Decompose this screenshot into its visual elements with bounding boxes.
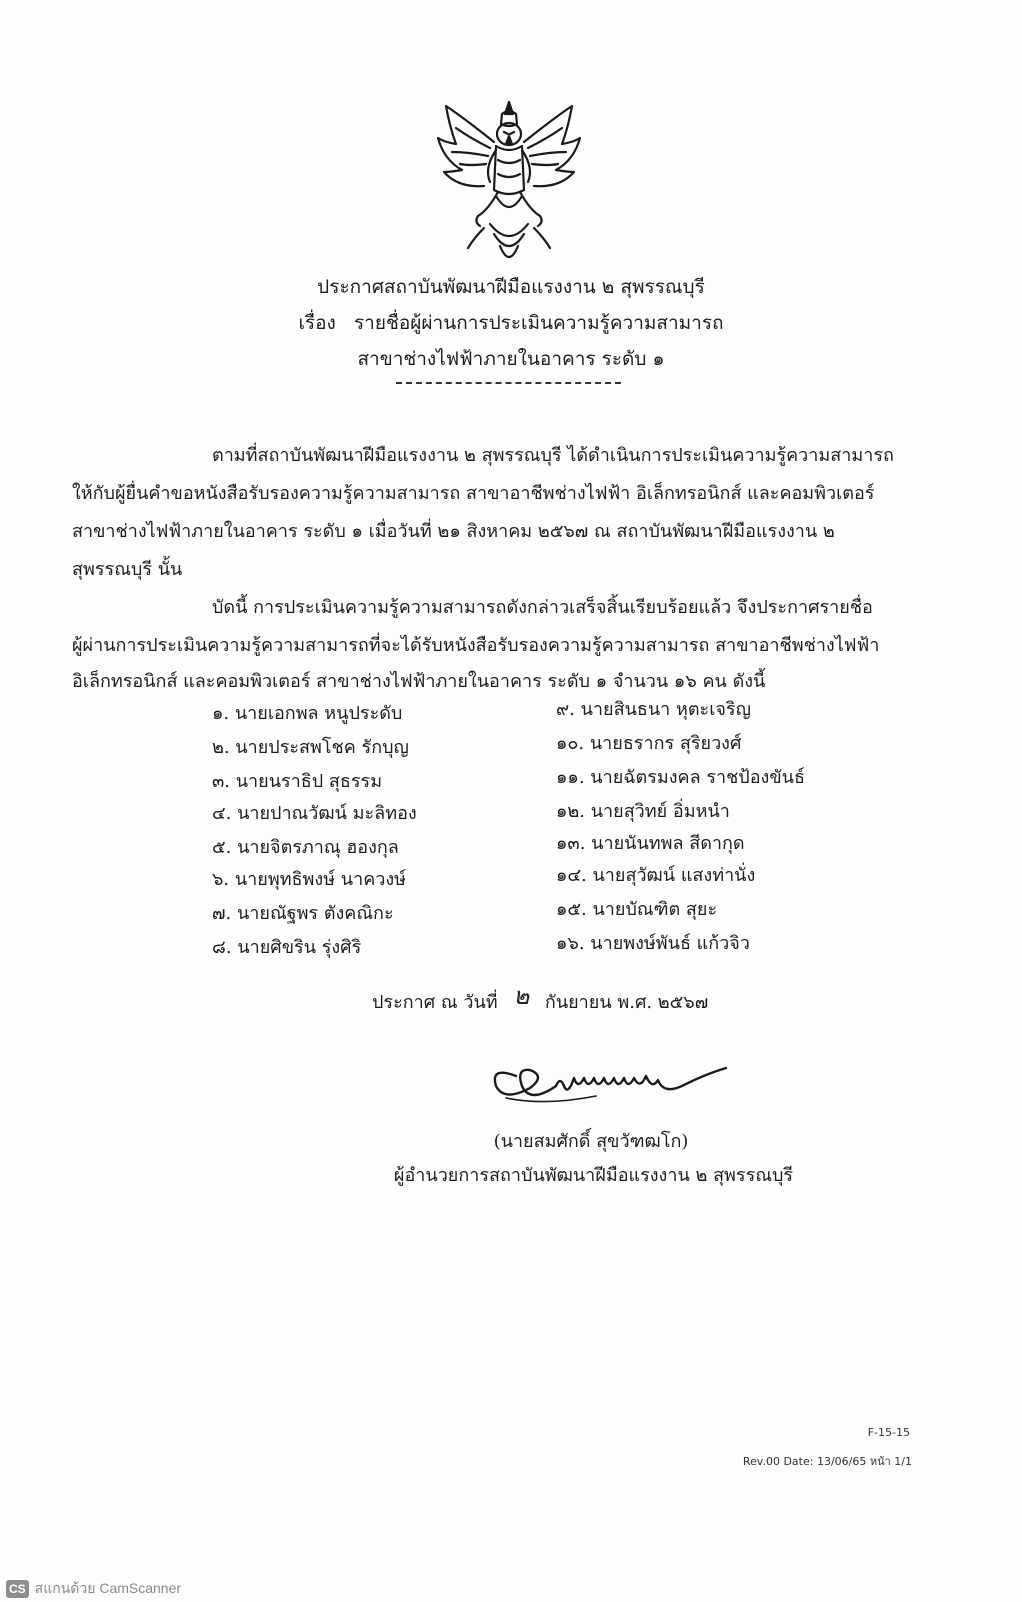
list-item: ๓. นายนราธิป สุธรรม — [212, 771, 383, 792]
garuda-emblem-icon — [434, 98, 584, 270]
subject-subtitle: สาขาช่างไฟฟ้าภายในอาคาร ระดับ ๑ — [357, 348, 665, 370]
paragraph-line: อิเล็กทรอนิกส์ และคอมพิวเตอร์ สาขาช่างไฟฟ้าภายในอาคาร ระดับ ๑ จำนวน ๑๖ คน ดังนี้ — [72, 671, 766, 692]
scanner-watermark — [6, 1578, 181, 1600]
list-item: ๑๕. นายบัณฑิต สุยะ — [556, 899, 718, 920]
list-item: ๑๖. นายพงษ์พันธ์ แก้วจิว — [556, 933, 750, 954]
paragraph-line: ผู้ผ่านการประเมินความรู้ความสามารถที่จะได้รับหนังสือรับรองความรู้ความสามารถ สาขาอาชีพช่างไฟฟ้า — [72, 635, 880, 656]
subject-text: รายชื่อผู้ผ่านการประเมินความรู้ความสามารถ — [353, 312, 724, 334]
signer-name: (นายสมศักดิ์ สุขวัฑฒโก) — [493, 1131, 689, 1152]
list-item: ๑๐. นายธรากร สุริยวงศ์ — [556, 733, 742, 754]
revision-info: Rev.00 Date: 13/06/65 หน้า 1/1 — [742, 1455, 912, 1468]
camscanner-logo-icon: CS — [6, 1580, 29, 1598]
announcement-title: ประกาศสถาบันพัฒนาฝีมือแรงงาน ๒ สุพรรณบุรี — [317, 276, 705, 298]
list-item: ๒. นายประสพโชค รักบุญ — [212, 737, 409, 758]
list-item: ๑๓. นายนันทพล สีดากุด — [556, 833, 745, 854]
signer-name-line — [0, 1126, 1022, 1155]
signer-title: ผู้อำนวยการสถาบันพัฒนาฝีมือแรงงาน ๒ สุพรรณบุรี — [393, 1165, 794, 1186]
paragraph-line: สุพรรณบุรี นั้น — [72, 559, 183, 580]
date-day-handwritten: ๒ — [513, 982, 530, 1010]
list-item: ๑๒. นายสุวิทย์ อิ่มหนำ — [556, 801, 730, 822]
list-item: ๖. นายพุทธิพงษ์ นาควงษ์ — [212, 869, 407, 890]
paragraph-line: ให้กับผู้ยื่นคำขอหนังสือรับรองความรู้ความสามารถ สาขาอาชีพช่างไฟฟ้า อิเล็กทรอนิกส์ และคอมพิวเตอร์ — [72, 483, 875, 504]
date-month-year: กันยายน พ.ศ. ๒๕๖๗ — [544, 992, 709, 1013]
list-item: ๘. นายศิขริน รุ่งศิริ — [212, 937, 362, 958]
date-prefix: ประกาศ ณ วันที่ — [372, 992, 498, 1013]
scanner-text: สแกนด้วย CamScanner — [34, 1580, 182, 1596]
list-item: ๗. นายณัฐพร ตังคณิกะ — [212, 903, 394, 924]
list-item: ๑๔. นายสุวัฒน์ แสงท่านั่ง — [556, 865, 756, 886]
list-item: ๙. นายสินธนา หุตะเจริญ — [556, 699, 751, 720]
header-separator — [396, 382, 621, 384]
signer-title-line — [0, 1160, 1022, 1189]
paragraph-line: สาขาช่างไฟฟ้าภายในอาคาร ระดับ ๑ เมื่อวันที่ ๒๑ สิงหาคม ๒๕๖๗ ณ สถาบันพัฒนาฝีมือแรงงาน ๒ — [72, 521, 835, 542]
list-item: ๔. นายปาณวัฒน์ มะลิทอง — [212, 803, 417, 824]
paragraph-line: ตามที่สถาบันพัฒนาฝีมือแรงงาน ๒ สุพรรณบุรี ได้ดำเนินการประเมินความรู้ความสามารถ — [212, 445, 894, 466]
list-item: ๕. นายจิตรภาณุ ฮองกุล — [212, 837, 399, 858]
announcement-date — [372, 980, 708, 1019]
subject-label: เรื่อง — [298, 312, 336, 334]
list-item: ๑. นายเอกพล หนูประดับ — [212, 703, 403, 724]
paragraph-line: บัดนี้ การประเมินความรู้ความสามารถดังกล่าวเสร็จสิ้นเรียบร้อยแล้ว จึงประกาศรายชื่อ — [212, 597, 873, 618]
form-code: F-15-15 — [867, 1426, 910, 1439]
subject-line — [0, 308, 1022, 338]
list-item: ๑๑. นายฉัตรมงคล ราชป้องขันธ์ — [556, 767, 805, 788]
signature-icon — [486, 1046, 746, 1116]
